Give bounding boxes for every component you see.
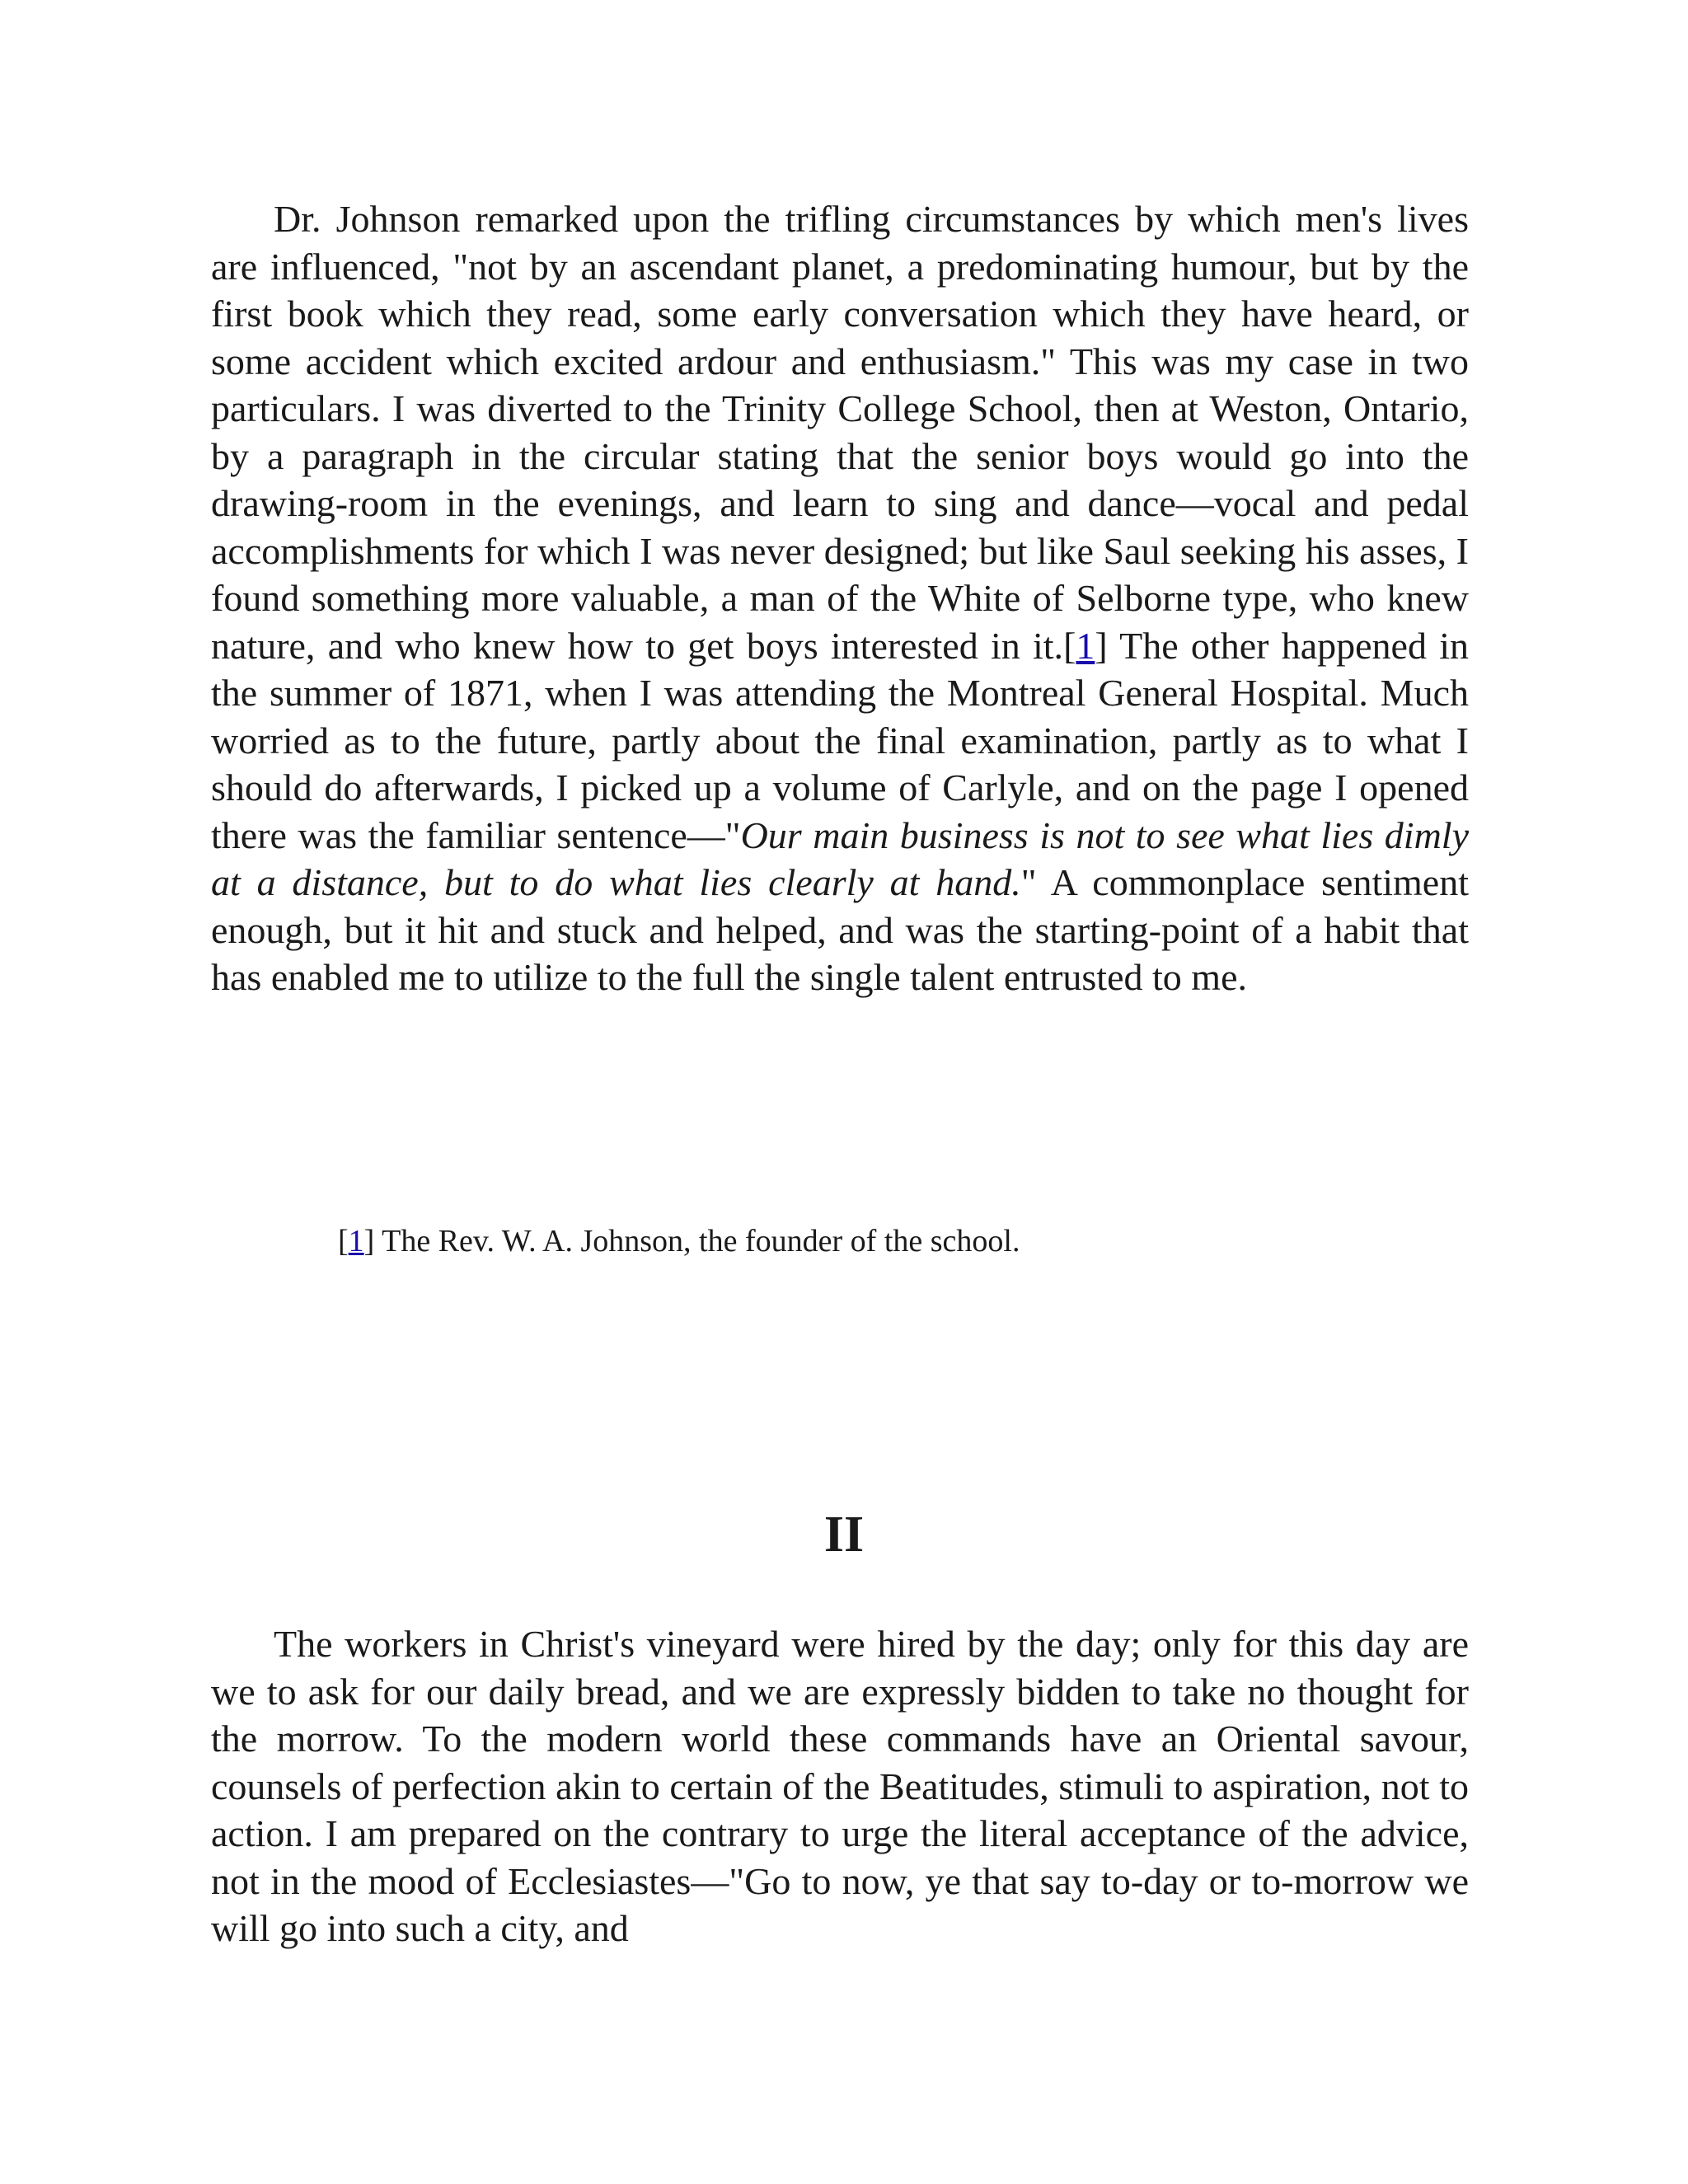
footnote-reference: [1] <box>1063 624 1108 667</box>
footnote-1-link[interactable]: 1 <box>1076 624 1095 667</box>
carlyle-quote: Our main business is not to see what lies dimly at a distance, but to do what lies clearly at hand. <box>211 813 1469 903</box>
footnote: [1] The Rev. W. A. Johnson, the founder of the school. <box>338 1224 1020 1258</box>
section-heading: II <box>823 1507 865 1563</box>
paragraph-1-text: Dr. Johnson remarked upon the trifling circumstances by which men's lives are influenced, "not by an ascendant planet, a predominating humour, but by the first book which they read, some early conversation which they have heard, or some accident which excited ardour and enthusiasm." This was my case in two particulars. I was diverted to the Trinity College School, then at Weston, Ontario, by a paragraph in the circular stating that the senior boys would go into the drawing-room in the evenings, and learn to sing and dance—vocal and pedal accomplishments for which I was never designed; but like Saul seeking his asses, I found something more valuable, a man of the White of Selborne type, who knew nature, and who knew how to get boys interested in it. <box>211 198 1469 667</box>
paragraph-johnson <box>211 195 1469 1001</box>
paragraph-vineyard: The workers in Christ's vineyard were hired by the day; only for this day are we to ask for our daily bread, and we are expressly bidden to take no thought for the morrow. To the modern world these commands have an Oriental savour, counsels of perfection akin to certain of the Beatitudes, stimuli to aspiration, not to action. I am prepared on the contrary to urge the literal acceptance of the advice, not in the mood of Ecclesiastes—"Go to now, ye that say to-day or to-morrow we will go into such a city, and <box>211 1623 1469 1949</box>
footnote-backlink[interactable]: 1 <box>348 1224 364 1258</box>
paragraph-1-closing: " A commonplace sentiment enough, but it hit and stuck and helped, and was the starting-point of a habit that has enabled me to utilize to the full the single talent entrusted to me. <box>211 861 1469 998</box>
paragraph-1-text-continued: The other happened in the summer of 1871, when I was attending the Montreal General Hospital. Much worried as to the future, partly about the final examination, partly as to what I should do afterwards, I picked up a volume of Carlyle, and on the page I opened there was the familiar sentence—" <box>211 624 1469 856</box>
footnote-text: The Rev. W. A. Johnson, the founder of the school. <box>374 1224 1020 1258</box>
